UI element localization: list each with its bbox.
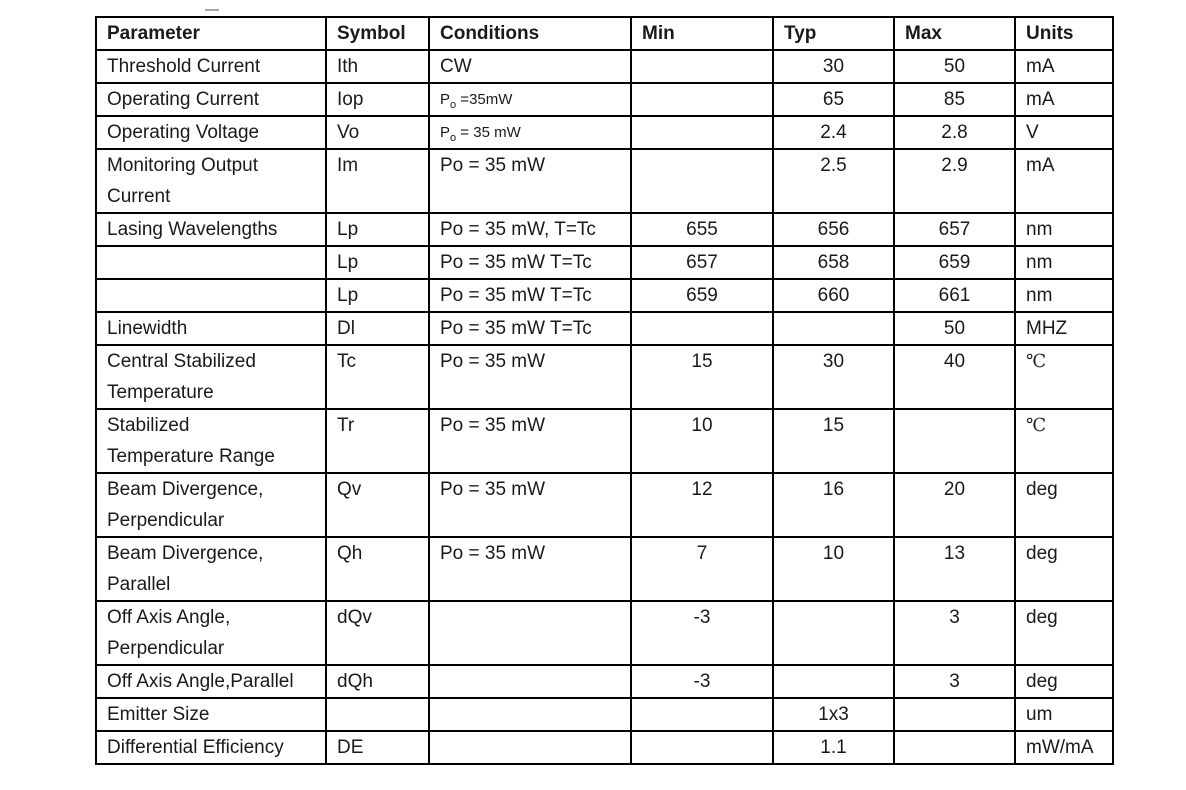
cell-max [894,409,1015,473]
cell-typ: 16 [773,473,894,537]
cell-conditions [429,601,631,665]
column-header-conditions: Conditions [429,17,631,50]
cell-min: 10 [631,409,773,473]
cell-conditions: $P_o =35mW$ [429,83,631,116]
cell-symbol: Dl [326,312,429,345]
cell-conditions: Po = 35 mW [429,473,631,537]
cell-symbol: Tc [326,345,429,409]
cell-units: um [1015,698,1113,731]
cell-units: nm [1015,246,1113,279]
cell-parameter [96,246,326,279]
cell-symbol: DE [326,731,429,764]
cell-conditions: CW [429,50,631,83]
cell-units: deg [1015,473,1113,537]
cell-parameter: Off Axis Angle,Parallel [96,665,326,698]
cell-conditions: Po = 35 mW, T=Tc [429,213,631,246]
table-row [96,601,1113,665]
cell-min [631,83,773,116]
cell-min: -3 [631,665,773,698]
table-row [96,731,1113,764]
cell-typ: 1x3 [773,698,894,731]
cell-conditions [429,731,631,764]
cell-units: mA [1015,83,1113,116]
cell-parameter: Operating Voltage [96,116,326,149]
cell-parameter: Stabilized Temperature Range [96,409,326,473]
cell-symbol: Lp [326,213,429,246]
cell-parameter: Threshold Current [96,50,326,83]
cell-min [631,698,773,731]
cell-max: 2.8 [894,116,1015,149]
cell-symbol: Tr [326,409,429,473]
cell-max: 50 [894,50,1015,83]
table-row [96,246,1113,279]
cell-conditions: $P_o = 35$ mW [429,116,631,149]
cell-symbol: Lp [326,246,429,279]
cell-typ: 65 [773,83,894,116]
cell-parameter: Monitoring Output Current [96,149,326,213]
cell-parameter: Beam Divergence, Perpendicular [96,473,326,537]
column-header-parameter: Parameter [96,17,326,50]
cell-parameter: Central Stabilized Temperature [96,345,326,409]
table-row [96,50,1113,83]
cell-conditions: Po = 35 mW T=Tc [429,246,631,279]
cell-min: 655 [631,213,773,246]
column-header-typ: Typ [773,17,894,50]
cell-typ: 660 [773,279,894,312]
cell-symbol: Qv [326,473,429,537]
cell-max: 3 [894,665,1015,698]
scan-artifact [205,9,219,11]
cell-typ [773,665,894,698]
table-row [96,83,1113,116]
cell-conditions: Po = 35 mW [429,409,631,473]
cell-conditions: Po = 35 mW T=Tc [429,312,631,345]
cell-max [894,731,1015,764]
table-row [96,312,1113,345]
cell-parameter: Linewidth [96,312,326,345]
cell-max: 50 [894,312,1015,345]
cell-units: deg [1015,665,1113,698]
cell-max: 2.9 [894,149,1015,213]
column-header-max: Max [894,17,1015,50]
table-row [96,213,1113,246]
cell-min [631,149,773,213]
cell-typ: 10 [773,537,894,601]
cell-parameter: Operating Current [96,83,326,116]
table-row [96,149,1113,213]
cell-typ: 30 [773,50,894,83]
spec-table-body [96,50,1113,764]
cell-min: 659 [631,279,773,312]
cell-symbol: Qh [326,537,429,601]
table-row [96,698,1113,731]
cell-units: mA [1015,50,1113,83]
cell-symbol: Ith [326,50,429,83]
cell-units: MHZ [1015,312,1113,345]
cell-units: nm [1015,213,1113,246]
cell-units: V [1015,116,1113,149]
table-row [96,345,1113,409]
cell-min: -3 [631,601,773,665]
cell-conditions: Po = 35 mW T=Tc [429,279,631,312]
cell-min [631,312,773,345]
cell-min: 12 [631,473,773,537]
cell-units: ℃ [1015,345,1113,409]
table-row [96,409,1113,473]
table-row [96,279,1113,312]
cell-max: 3 [894,601,1015,665]
table-row [96,665,1113,698]
cell-min: 15 [631,345,773,409]
cell-max: 661 [894,279,1015,312]
cell-max: 40 [894,345,1015,409]
cell-min: 657 [631,246,773,279]
cell-conditions [429,698,631,731]
cell-units: mA [1015,149,1113,213]
cell-symbol: Im [326,149,429,213]
cell-typ: 1.1 [773,731,894,764]
cell-parameter: Off Axis Angle, Perpendicular [96,601,326,665]
cell-conditions: Po = 35 mW [429,537,631,601]
spec-table [95,16,1114,765]
table-row [96,116,1113,149]
cell-typ: 658 [773,246,894,279]
cell-parameter: Lasing Wavelengths [96,213,326,246]
column-header-units: Units [1015,17,1113,50]
cell-max: 659 [894,246,1015,279]
cell-symbol: Lp [326,279,429,312]
column-header-symbol: Symbol [326,17,429,50]
cell-parameter: Differential Efficiency [96,731,326,764]
cell-max: 85 [894,83,1015,116]
cell-conditions: Po = 35 mW [429,345,631,409]
cell-units: deg [1015,601,1113,665]
cell-typ: 656 [773,213,894,246]
cell-symbol [326,698,429,731]
cell-parameter: Emitter Size [96,698,326,731]
cell-min [631,50,773,83]
cell-typ: 30 [773,345,894,409]
cell-conditions: Po = 35 mW [429,149,631,213]
cell-typ [773,312,894,345]
cell-units: ℃ [1015,409,1113,473]
cell-symbol: dQv [326,601,429,665]
cell-typ [773,601,894,665]
cell-max: 20 [894,473,1015,537]
cell-max [894,698,1015,731]
cell-units: deg [1015,537,1113,601]
cell-min [631,731,773,764]
cell-max: 657 [894,213,1015,246]
cell-symbol: Vo [326,116,429,149]
column-header-min: Min [631,17,773,50]
cell-units: nm [1015,279,1113,312]
cell-min: 7 [631,537,773,601]
cell-max: 13 [894,537,1015,601]
table-row [96,473,1113,537]
cell-units: mW/mA [1015,731,1113,764]
cell-parameter [96,279,326,312]
cell-parameter: Beam Divergence, Parallel [96,537,326,601]
cell-min [631,116,773,149]
cell-symbol: Iop [326,83,429,116]
cell-conditions [429,665,631,698]
cell-typ: 15 [773,409,894,473]
cell-symbol: dQh [326,665,429,698]
cell-typ: 2.5 [773,149,894,213]
table-row [96,537,1113,601]
header-row [96,17,1113,50]
cell-typ: 2.4 [773,116,894,149]
